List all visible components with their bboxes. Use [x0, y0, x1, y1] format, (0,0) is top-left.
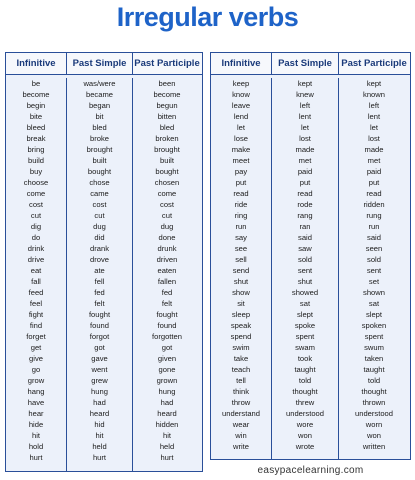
- verb-cell: left: [299, 101, 311, 110]
- verb-cell: swim: [232, 343, 250, 352]
- verb-cell: fed: [161, 288, 173, 297]
- verb-cell: took: [297, 354, 313, 363]
- verb-cell: lost: [368, 134, 380, 143]
- verb-cell: taught: [294, 365, 316, 374]
- verb-cell: lose: [234, 134, 248, 143]
- verb-cell: left: [368, 101, 380, 110]
- verb-cell: showed: [291, 288, 319, 297]
- verbs-table-right: [210, 52, 411, 460]
- verb-cell: hear: [28, 409, 44, 418]
- verb-cell: forgotten: [152, 332, 182, 341]
- verb-cell: kept: [366, 79, 382, 88]
- verb-cell: taught: [363, 365, 385, 374]
- verb-cell: done: [158, 233, 176, 242]
- verb-cell: held: [92, 442, 107, 451]
- verb-cell: let: [236, 123, 246, 132]
- verb-cell: hide: [28, 420, 44, 429]
- verb-cell: win: [235, 431, 247, 440]
- verb-cell: bite: [29, 112, 43, 121]
- verb-cell: put: [299, 178, 311, 187]
- verb-cell: pay: [234, 167, 248, 176]
- verb-cell: read: [233, 189, 249, 198]
- verb-cell: tell: [236, 376, 246, 385]
- verb-cell: gave: [91, 354, 108, 363]
- verb-cell: read: [366, 189, 382, 198]
- verb-cell: came: [90, 189, 109, 198]
- verb-cell: feed: [28, 288, 44, 297]
- verb-cell: broken: [155, 134, 179, 143]
- verb-cell: break: [26, 134, 46, 143]
- verb-cell: spoken: [361, 321, 387, 330]
- verb-cell: hung: [158, 387, 176, 396]
- verb-cell: did: [94, 233, 105, 242]
- verb-cell: found: [157, 321, 177, 330]
- verb-cell: broke: [90, 134, 109, 143]
- verb-cell: set: [368, 277, 380, 286]
- verbs-table-left: [5, 52, 203, 472]
- verb-cell: eat: [30, 266, 42, 275]
- verb-cell: given: [157, 354, 177, 363]
- verb-cell: met: [367, 156, 381, 165]
- verb-cell: worn: [365, 420, 383, 429]
- verb-cell: seen: [365, 244, 383, 253]
- verb-cell: dig: [30, 222, 42, 231]
- verb-cell: lent: [298, 112, 312, 121]
- verb-cell: bit: [95, 112, 104, 121]
- header-infinitive: Infinitive: [6, 53, 67, 74]
- verb-cell: paid: [366, 167, 382, 176]
- verb-cell: written: [362, 442, 386, 451]
- verb-cell: cut: [161, 211, 173, 220]
- verb-cell: get: [30, 343, 42, 352]
- verb-cell: slept: [296, 310, 314, 319]
- verb-cell: thought: [292, 387, 318, 396]
- verb-cell: brought: [154, 145, 180, 154]
- verb-cell: fought: [156, 310, 178, 319]
- verb-cell: shown: [363, 288, 385, 297]
- verb-cell: sell: [235, 255, 247, 264]
- verb-cell: let: [300, 123, 310, 132]
- header-past-participle: Past Participle: [134, 58, 200, 69]
- verb-cell: felt: [94, 299, 105, 308]
- verb-cell: thrown: [362, 398, 386, 407]
- verb-cell: dug: [160, 222, 174, 231]
- verb-cell: felt: [161, 299, 173, 308]
- verb-cell: taken: [364, 354, 384, 363]
- verb-cell: throw: [231, 398, 251, 407]
- verb-cell: heard: [89, 409, 110, 418]
- verb-cell: bleed: [26, 123, 46, 132]
- verb-cell: write: [232, 442, 250, 451]
- verb-cell: become: [153, 90, 181, 99]
- verb-cell: said: [367, 233, 381, 242]
- column-past-participle: [339, 78, 409, 460]
- verb-cell: spoke: [294, 321, 316, 330]
- verb-cell: cut: [30, 211, 42, 220]
- verb-cell: ate: [94, 266, 105, 275]
- verb-cell: been: [158, 79, 176, 88]
- verb-cell: wrote: [295, 442, 315, 451]
- verb-cell: drive: [27, 255, 45, 264]
- verb-cell: bought: [155, 167, 179, 176]
- table-header: [6, 53, 202, 75]
- website-url: easypacelearning.com: [257, 465, 364, 476]
- verb-cell: eaten: [157, 266, 177, 275]
- column-infinitive: [6, 78, 67, 472]
- verb-cell: known: [363, 90, 385, 99]
- verb-cell: dug: [93, 222, 106, 231]
- verb-cell: bought: [87, 167, 112, 176]
- verb-cell: buy: [29, 167, 43, 176]
- verb-cell: sat: [368, 299, 380, 308]
- verb-cell: found: [89, 321, 109, 330]
- verb-cell: driven: [156, 255, 178, 264]
- verb-cell: spent: [364, 332, 384, 341]
- verb-cell: brought: [86, 145, 113, 154]
- header-past-simple: Past Simple: [67, 53, 133, 74]
- verb-cell: ride: [234, 200, 248, 209]
- verb-cell: sit: [237, 299, 245, 308]
- verb-cell: kept: [297, 79, 313, 88]
- verb-cell: fought: [88, 310, 111, 319]
- verb-cell: threw: [295, 398, 315, 407]
- verb-cell: make: [231, 145, 251, 154]
- verb-cell: ridden: [363, 200, 385, 209]
- verb-cell: teach: [231, 365, 251, 374]
- verb-cell: fight: [28, 310, 44, 319]
- verb-cell: had: [93, 398, 106, 407]
- verb-cell: rode: [297, 200, 313, 209]
- header-past-simple: Past Simple: [272, 53, 339, 74]
- table-header: [211, 53, 410, 75]
- verb-cell: read: [297, 189, 313, 198]
- verb-cell: become: [22, 90, 50, 99]
- verb-cell: put: [235, 178, 247, 187]
- verb-cell: sold: [298, 255, 312, 264]
- verb-cell: do: [31, 233, 41, 242]
- verb-cell: wear: [232, 420, 250, 429]
- verb-cell: lent: [367, 112, 381, 121]
- verb-cell: grow: [27, 376, 45, 385]
- verb-cell: chosen: [154, 178, 180, 187]
- verb-cell: became: [85, 90, 114, 99]
- verb-cell: show: [232, 288, 250, 297]
- verb-cell: met: [298, 156, 312, 165]
- verb-cell: chose: [89, 178, 110, 187]
- verb-cell: drove: [90, 255, 109, 264]
- verb-cell: have: [27, 398, 45, 407]
- verb-cell: give: [29, 354, 43, 363]
- verb-cell: was/were: [83, 79, 116, 88]
- verb-cell: cut: [94, 211, 105, 220]
- verb-cell: begin: [26, 101, 46, 110]
- verb-cell: won: [367, 431, 381, 440]
- verb-cell: lost: [299, 134, 311, 143]
- verb-cell: run: [368, 222, 380, 231]
- verb-cell: got: [94, 343, 105, 352]
- verb-cell: built: [160, 156, 174, 165]
- verb-cell: began: [88, 101, 111, 110]
- verb-cell: had: [160, 398, 174, 407]
- verb-cell: build: [27, 156, 45, 165]
- verb-cell: fall: [31, 277, 41, 286]
- verb-cell: feel: [29, 299, 43, 308]
- verb-cell: hid: [94, 420, 105, 429]
- verb-cell: slept: [365, 310, 383, 319]
- verb-cell: cost: [92, 200, 107, 209]
- verb-cell: cost: [160, 200, 174, 209]
- verb-cell: won: [298, 431, 312, 440]
- verb-cell: hit: [95, 431, 104, 440]
- verb-cell: lend: [233, 112, 249, 121]
- verb-cell: be: [31, 79, 41, 88]
- verb-cell: meet: [232, 156, 250, 165]
- verb-cell: spend: [230, 332, 252, 341]
- verb-cell: hold: [28, 442, 44, 451]
- verb-cell: shut: [233, 277, 249, 286]
- verb-cell: heard: [157, 409, 177, 418]
- verb-cell: come: [26, 189, 46, 198]
- verb-cell: shut: [297, 277, 313, 286]
- verb-cell: think: [232, 387, 250, 396]
- verb-cell: forget: [26, 332, 46, 341]
- verb-cell: bled: [92, 123, 107, 132]
- verb-cell: choose: [23, 178, 49, 187]
- verb-cell: leave: [231, 101, 251, 110]
- verb-cell: run: [235, 222, 247, 231]
- verb-cell: know: [232, 90, 250, 99]
- verb-cell: spent: [295, 332, 315, 341]
- verb-cell: bled: [159, 123, 175, 132]
- verb-cell: see: [234, 244, 248, 253]
- verb-cell: understood: [286, 409, 324, 418]
- verb-cell: begun: [156, 101, 178, 110]
- header-past-participle: Past Participle: [341, 58, 407, 69]
- column-infinitive: [211, 78, 272, 460]
- verb-cell: built: [92, 156, 107, 165]
- verb-cell: grown: [156, 376, 178, 385]
- verb-cell: rung: [366, 211, 382, 220]
- column-past-simple: [272, 78, 339, 460]
- verb-cell: fell: [94, 277, 105, 286]
- verb-cell: sat: [299, 299, 311, 308]
- verb-cell: sent: [366, 266, 382, 275]
- verb-cell: thought: [361, 387, 387, 396]
- verb-cell: made: [364, 145, 384, 154]
- verb-cell: go: [31, 365, 41, 374]
- verb-cell: gone: [158, 365, 176, 374]
- column-past-simple: [67, 78, 133, 472]
- verb-cell: send: [232, 266, 250, 275]
- verb-cell: fed: [94, 288, 105, 297]
- verb-cell: say: [235, 233, 247, 242]
- verb-cell: bring: [27, 145, 45, 154]
- verb-cell: understand: [222, 409, 260, 418]
- verb-cell: keep: [232, 79, 250, 88]
- page-title: Irregular verbs: [116, 2, 299, 32]
- verb-cell: let: [369, 123, 379, 132]
- verb-cell: told: [367, 376, 381, 385]
- verb-cell: hit: [31, 431, 41, 440]
- verb-cell: swam: [295, 343, 315, 352]
- verb-cell: bitten: [157, 112, 177, 121]
- verb-cell: come: [157, 189, 177, 198]
- verb-cell: speak: [230, 321, 252, 330]
- verb-cell: fallen: [157, 277, 177, 286]
- verb-cell: got: [161, 343, 173, 352]
- verb-cell: hidden: [155, 420, 179, 429]
- verb-cell: knew: [296, 90, 314, 99]
- verb-cell: sold: [367, 255, 381, 264]
- verb-cell: ran: [299, 222, 311, 231]
- verb-cell: understood: [355, 409, 393, 418]
- verb-cell: drank: [90, 244, 109, 253]
- verb-cell: told: [298, 376, 312, 385]
- verb-cell: hurt: [92, 453, 107, 462]
- verb-cell: hang: [27, 387, 45, 396]
- verb-cell: sleep: [231, 310, 251, 319]
- verb-cell: sent: [297, 266, 313, 275]
- verb-cell: made: [295, 145, 315, 154]
- header-infinitive: Infinitive: [211, 53, 272, 74]
- verb-cell: find: [29, 321, 43, 330]
- verb-cell: rang: [297, 211, 313, 220]
- column-past-participle: [133, 78, 201, 472]
- verb-cell: grew: [91, 376, 108, 385]
- verb-cell: drunk: [157, 244, 177, 253]
- verb-cell: hung: [91, 387, 108, 396]
- verb-cell: forgot: [89, 332, 110, 341]
- verb-cell: drink: [27, 244, 45, 253]
- verb-cell: paid: [297, 167, 313, 176]
- verb-cell: hurt: [160, 453, 174, 462]
- verb-cell: went: [91, 365, 108, 374]
- verb-cell: held: [159, 442, 175, 451]
- verb-cell: cost: [29, 200, 43, 209]
- verb-cell: saw: [298, 244, 312, 253]
- verb-cell: hit: [162, 431, 172, 440]
- verb-cell: put: [368, 178, 380, 187]
- verb-cell: said: [298, 233, 312, 242]
- verb-cell: take: [233, 354, 249, 363]
- verb-cell: ring: [234, 211, 248, 220]
- verb-cell: swum: [364, 343, 384, 352]
- verb-cell: wore: [296, 420, 314, 429]
- verb-cell: hurt: [29, 453, 43, 462]
